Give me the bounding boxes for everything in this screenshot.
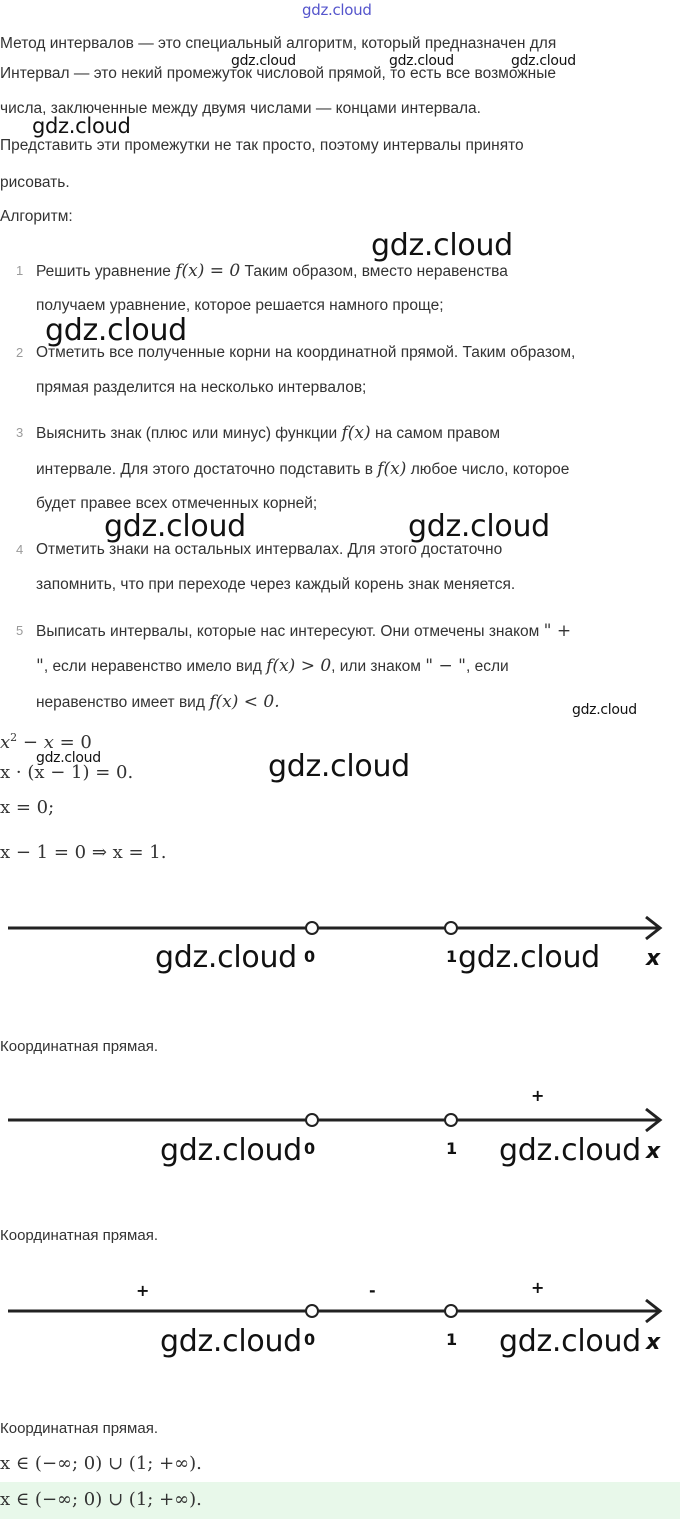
watermark: gdz.cloud (155, 940, 297, 975)
equation-4: x − 1 = 0 ⇒ x = 1. (0, 842, 167, 863)
watermark: gdz.cloud (104, 509, 246, 544)
sign-left: + (136, 1281, 150, 1300)
step-1-line-2: получаем уравнение, которое решается намного проще; (36, 297, 444, 314)
step-2-line-2: прямая разделится на несколько интервалов; (36, 379, 367, 396)
watermark: gdz.cloud (160, 1324, 302, 1359)
root-point-1 (445, 1305, 457, 1317)
step-number: 5 (16, 623, 24, 638)
intro-line-1: Метод интервалов — это специальный алгоритм, который предназначен для (0, 35, 557, 52)
watermark: gdz.cloud (499, 1324, 641, 1359)
step-5-line-1: Выписать интервалы, которые нас интересуют. Они отмечены знаком " + (36, 621, 572, 641)
watermark: gdz.cloud (458, 940, 600, 975)
equation-2: x · (x − 1) = 0. (0, 762, 134, 783)
caption-3: Координатная прямая. (0, 1420, 158, 1437)
step-3-line-1: Выяснить знак (плюс или минус) функции f(x) на самом правом (36, 423, 501, 443)
sign-middle: - (369, 1281, 376, 1300)
watermark: gdz.cloud (32, 114, 131, 138)
intro-line-5: рисовать. (0, 174, 70, 191)
axis-label-x: x (646, 1330, 661, 1355)
intro-line-4: Представить эти промежутки не так просто, поэтому интервалы принято (0, 137, 524, 154)
root-point-0 (306, 1305, 318, 1317)
watermark: gdz.cloud (408, 509, 550, 544)
watermark: gdz.cloud (389, 53, 454, 69)
watermark: gdz.cloud (511, 53, 576, 69)
step-3-line-3: будет правее всех отмеченных корней; (36, 495, 318, 512)
answer-highlighted: x ∈ (−∞; 0) ∪ (1; +∞). (0, 1489, 202, 1510)
sign-right: + (531, 1278, 545, 1297)
step-number: 4 (16, 542, 24, 557)
equation-1: $x^2 - x = 0$ (0, 731, 92, 753)
root-point-0 (306, 922, 318, 934)
step-2-line-1: Отметить все полученные корни на координатной прямой. Таким образом, (36, 344, 576, 361)
watermark: gdz.cloud (499, 1133, 641, 1168)
step-4-line-2: запомнить, что при переходе через каждый корень знак меняется. (36, 576, 516, 593)
step-4-line-1: Отметить знаки на остальных интервалах. Для этого достаточно (36, 541, 503, 558)
tick-label-1: 1 (446, 1330, 458, 1349)
caption-2: Координатная прямая. (0, 1227, 158, 1244)
watermark: gdz.cloud (160, 1133, 302, 1168)
root-point-1 (445, 922, 457, 934)
tick-label-1: 1 (446, 1139, 458, 1158)
axis-label-x: x (646, 1139, 661, 1164)
watermark: gdz.cloud (231, 53, 296, 69)
step-number: 2 (16, 345, 24, 360)
answer-plain: x ∈ (−∞; 0) ∪ (1; +∞). (0, 1453, 202, 1474)
step-5-line-2: ", если неравенство имело вид f(x) > 0, или знаком " − ", если (36, 656, 509, 676)
intro-line-2: Интервал — это некий промежуток числовой прямой, то есть все возможные (0, 65, 556, 82)
equation-3: x = 0; (0, 797, 55, 818)
watermark: gdz.cloud (268, 749, 410, 784)
tick-label-0: 0 (304, 1139, 316, 1158)
tick-label-1: 1 (446, 947, 458, 966)
intro-line-3: числа, заключенные между двумя числами — концами интервала. (0, 100, 481, 117)
caption-1: Координатная прямая. (0, 1038, 158, 1055)
watermark: gdz.cloud (45, 313, 187, 348)
root-point-1 (445, 1114, 457, 1126)
watermark: gdz.cloud (371, 228, 513, 263)
tick-label-0: 0 (304, 947, 316, 966)
watermark: gdz.cloud (36, 750, 101, 766)
step-number: 3 (16, 425, 24, 440)
step-5-line-3: неравенство имеет вид f(x) < 0. (36, 692, 280, 712)
tick-label-0: 0 (304, 1330, 316, 1349)
root-point-0 (306, 1114, 318, 1126)
watermark: gdz.cloud (572, 702, 637, 718)
sign-right: + (531, 1086, 545, 1105)
algorithm-label: Алгоритм: (0, 208, 73, 225)
step-3-line-2: интервале. Для этого достаточно подставить в f(x) любое число, которое (36, 459, 570, 479)
watermark-top: gdz.cloud (302, 1, 372, 19)
step-number: 1 (16, 263, 24, 278)
step-1-line-1: Решить уравнение f(x) = 0 Таким образом, вместо неравенства (36, 261, 508, 281)
axis-label-x: x (646, 946, 661, 971)
